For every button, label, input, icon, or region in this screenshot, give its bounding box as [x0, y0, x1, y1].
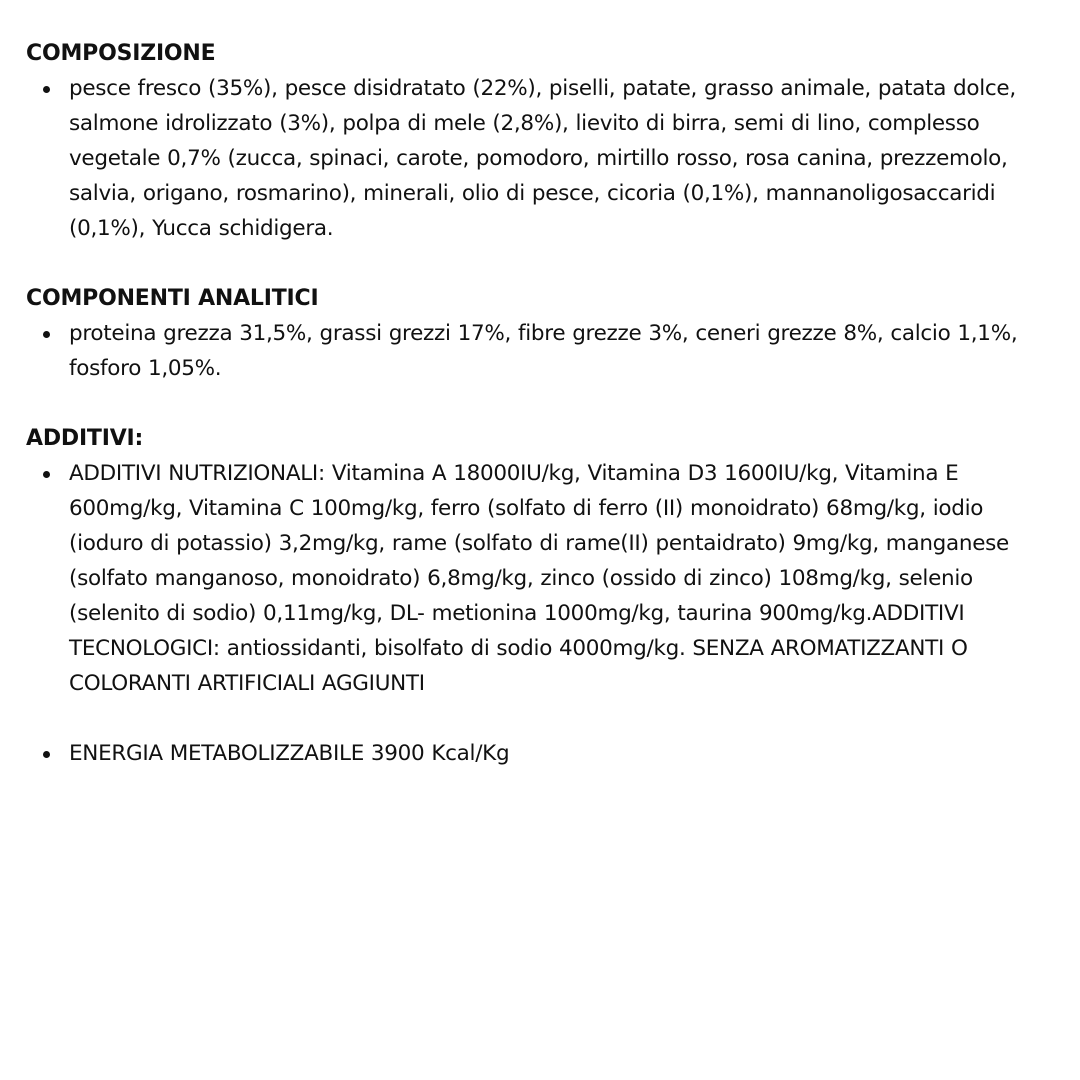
additives-list: [26, 456, 1056, 771]
product-label-document: [26, 36, 1056, 771]
section-spacer: [26, 246, 1056, 281]
list-spacer: [69, 701, 1056, 736]
metabolizable-energy-text: ENERGIA METABOLIZZABILE 3900 Kcal/Kg: [69, 741, 510, 766]
list-item: [69, 316, 1056, 386]
bullet-icon: [43, 471, 50, 478]
analytical-components-heading: COMPONENTI ANALITICI: [26, 286, 319, 311]
additives-text: ADDITIVI NUTRIZIONALI: Vitamina A 18000IU/kg, Vitamina D3 1600IU/kg, Vitamina E 600mg/kg, Vitamina C 100mg/kg, ferro (solfato di ferro (II) monoidrato) 68mg/kg, iodio (ioduro di potassio) 3,2mg/kg, rame (solfato di rame(II) pentaidrato) 9mg/kg, manganese (solfato manganoso, monoidrato) 6,8mg/kg, zinco (ossido di zinco) 108mg/kg, selenio (selenito di sodio) 0,11mg/kg, DL- metionina 1000mg/kg, taurina 900mg/kg.ADDITIVI TECNOLOGICI: antiossidanti, bisolfato di sodio 4000mg/kg. SENZA AROMATIZZANTI O COLORANTI ARTIFICIALI AGGIUNTI: [69, 461, 1009, 696]
analytical-components-text: proteina grezza 31,5%, grassi grezzi 17%, fibre grezze 3%, ceneri grezze 8%, calcio 1,1%, fosforo 1,05%.: [69, 321, 1018, 381]
section-spacer: [26, 386, 1056, 421]
bullet-icon: [43, 751, 50, 758]
additives-heading: ADDITIVI:: [26, 426, 144, 451]
composition-text: pesce fresco (35%), pesce disidratato (22%), piselli, patate, grasso animale, patata dolce, salmone idrolizzato (3%), polpa di mele (2,8%), lievito di birra, semi di lino, complesso vegetale 0,7% (zucca, spinaci, carote, pomodoro, mirtillo rosso, rosa canina, prezzemolo, salvia, origano, rosmarino), minerali, olio di pesce, cicoria (0,1%), mannanoligosaccaridi (0,1%), Yucca schidigera.: [69, 76, 1016, 241]
composition-list: [26, 71, 1056, 246]
bullet-icon: [43, 331, 50, 338]
list-item: [69, 456, 1056, 701]
composition-heading: COMPOSIZIONE: [26, 41, 216, 66]
bullet-icon: [43, 86, 50, 93]
list-item: [69, 71, 1056, 246]
analytical-components-list: [26, 316, 1056, 386]
list-item: [69, 736, 1056, 771]
